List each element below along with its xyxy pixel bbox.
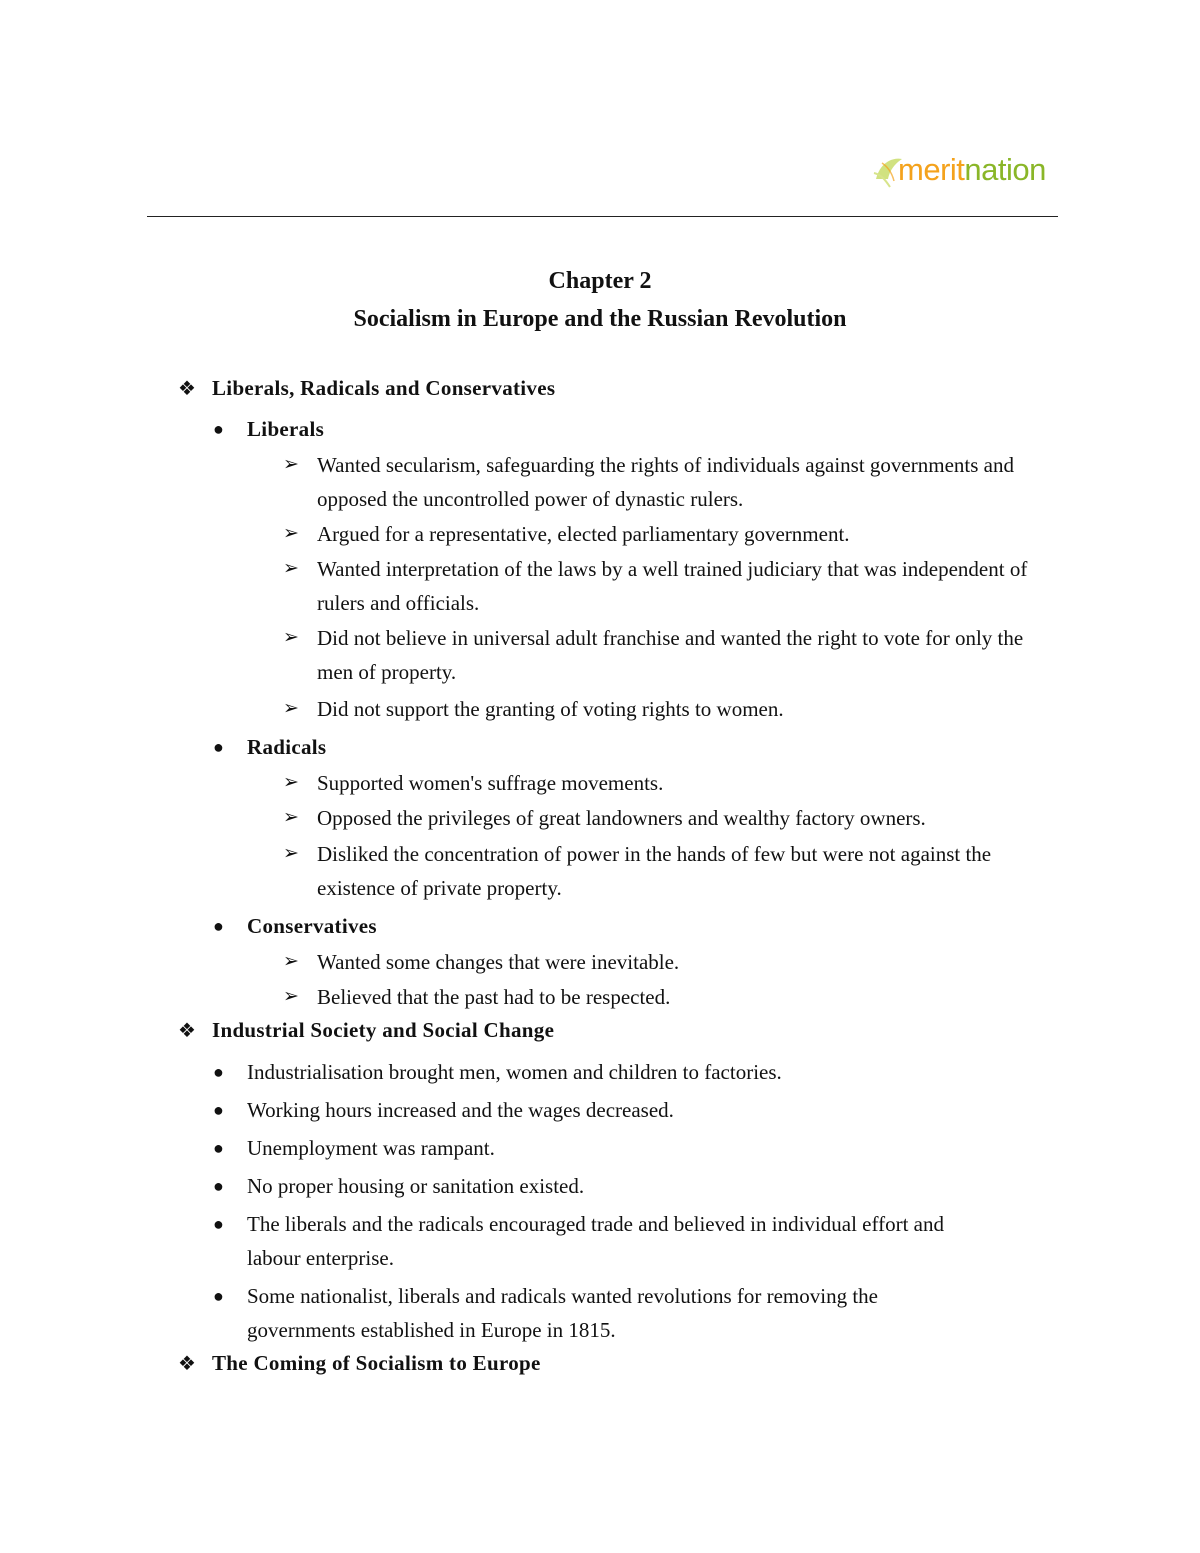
logo-text-merit: merit xyxy=(898,152,965,187)
list-item: ➢ Believed that the past had to be respected. xyxy=(283,980,1063,1014)
section-heading: ❖ Industrial Society and Social Change xyxy=(178,1018,555,1042)
list-item: ● Unemployment was rampant. xyxy=(213,1131,1033,1165)
list-item: ➢ Disliked the concentration of power in the hands of few but were not against the existence of private property. xyxy=(283,837,1063,905)
list-item: ➢ Wanted some changes that were inevitable. xyxy=(283,945,1063,979)
bullet-icon: ● xyxy=(213,1176,224,1196)
list-item: ➢ Wanted secularism, safeguarding the rights of individuals against governments and opposed the uncontrolled power of dynastic rulers. xyxy=(283,448,1063,516)
logo-text-nation: nation xyxy=(964,152,1046,187)
diamond-bullet-icon: ❖ xyxy=(178,1353,197,1375)
list-item: ● The liberals and the radicals encouraged trade and believed in individual effort and labour enterprise. xyxy=(213,1207,993,1275)
arrow-bullet-icon: ➢ xyxy=(283,698,299,719)
arrow-bullet-icon: ➢ xyxy=(283,454,299,475)
bullet-icon: ● xyxy=(213,737,225,757)
list-item: ➢ Did not believe in universal adult franchise and wanted the right to vote for only the men of property. xyxy=(283,621,1063,689)
diamond-bullet-icon: ❖ xyxy=(178,1020,197,1042)
section-heading: ❖ The Coming of Socialism to Europe xyxy=(178,1351,541,1375)
arrow-bullet-icon: ➢ xyxy=(283,523,299,544)
bullet-icon: ● xyxy=(213,1138,224,1158)
list-item: ➢ Supported women's suffrage movements. xyxy=(283,766,1063,800)
list-item: ➢ Wanted interpretation of the laws by a well trained judiciary that was independent of rulers and officials. xyxy=(283,552,1063,620)
group-label: ● Liberals xyxy=(213,410,324,448)
list-item: ● Some nationalist, liberals and radicals wanted revolutions for removing the governments established in Europe in 1815. xyxy=(213,1279,953,1347)
diamond-bullet-icon: ❖ xyxy=(178,378,197,400)
header-divider xyxy=(147,216,1058,217)
bullet-icon: ● xyxy=(213,1062,224,1082)
chapter-title: Socialism in Europe and the Russian Revolution xyxy=(353,306,847,332)
arrow-bullet-icon: ➢ xyxy=(283,772,299,793)
merit-nation-logo xyxy=(870,146,1070,192)
group-label: ● Conservatives xyxy=(213,907,377,945)
arrow-bullet-icon: ➢ xyxy=(283,807,299,828)
chapter-number: Chapter 2 xyxy=(548,268,652,294)
list-item: ➢ Argued for a representative, elected parliamentary government. xyxy=(283,517,1063,551)
list-item: ➢ Opposed the privileges of great landowners and wealthy factory owners. xyxy=(283,801,1063,835)
arrow-bullet-icon: ➢ xyxy=(283,558,299,579)
list-item: ➢ Did not support the granting of voting rights to women. xyxy=(283,692,1063,726)
section-heading: ❖ Liberals, Radicals and Conservatives xyxy=(178,376,556,400)
arrow-bullet-icon: ➢ xyxy=(283,627,299,648)
bullet-icon: ● xyxy=(213,419,225,439)
arrow-bullet-icon: ➢ xyxy=(283,843,299,864)
bullet-icon: ● xyxy=(213,1286,224,1306)
arrow-bullet-icon: ➢ xyxy=(283,951,299,972)
list-item: ● Industrialisation brought men, women and children to factories. xyxy=(213,1055,1033,1089)
group-label: ● Radicals xyxy=(213,728,326,766)
bullet-icon: ● xyxy=(213,1214,224,1234)
bullet-icon: ● xyxy=(213,1100,224,1120)
bullet-icon: ● xyxy=(213,916,225,936)
list-item: ● No proper housing or sanitation existed. xyxy=(213,1169,1033,1203)
arrow-bullet-icon: ➢ xyxy=(283,986,299,1007)
list-item: ● Working hours increased and the wages decreased. xyxy=(213,1093,1033,1127)
